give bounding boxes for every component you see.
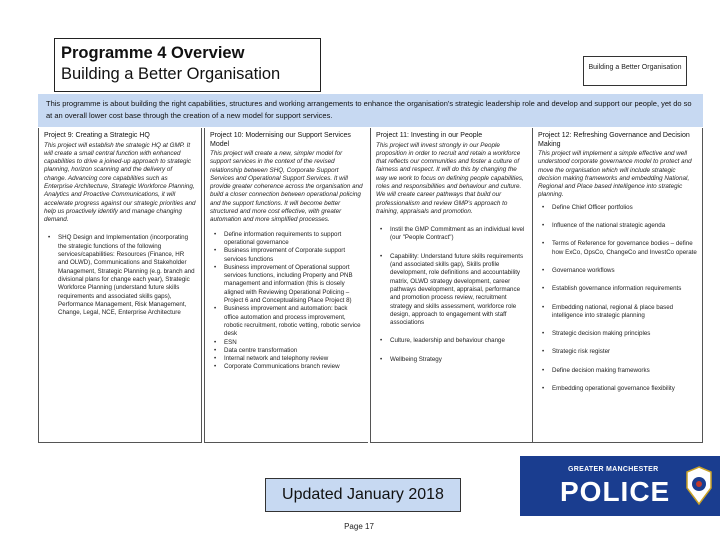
project-11-column <box>370 128 534 443</box>
list-item: • Business improvement of Corporate support services functions <box>210 247 363 264</box>
project-items <box>376 226 529 364</box>
police-logo <box>520 456 720 516</box>
project-description: This project will implement a simple effective and well understood corporate governance model to protect and move the organisation which will include strategic decision making frameworks and embedding National, Regional and Place based intelligence into strategic planning. <box>538 150 692 199</box>
project-10-column <box>204 128 368 443</box>
page-subtitle: Building a Better Organisation <box>61 65 281 83</box>
project-description: This project will invest strongly in our People proposition in order to recruit and retain a workforce that reflects our communities and foster a culture of fairness and respect. It will do this by changing the way we work to focus on defining people capabilities, roles and responsibilities and behaviour and culture. We will create career pathways that build our professionalism and review GMP's approach to training, appraisals and promotion. <box>376 141 524 215</box>
list-item: • Business improvement and automation: back office automation and process improvement, robotic recruitment, robotic vetting, robotic service desk <box>210 305 363 338</box>
logo-main-text: POLICE <box>560 476 671 507</box>
project-title: Project 9: Creating a Strategic HQ <box>44 132 150 139</box>
list-item: • Corporate Communications branch review <box>210 363 363 371</box>
list-item: • Embedding national, regional & place based intelligence into strategic planning <box>538 304 697 321</box>
intro-band: This programme is about building the right capabilities, structures and working arrangements to enhance the organisation's strategic leadership role and develop and support our people, yet do so at an overall lower cost base through the creation of a new model for support services. <box>38 94 703 127</box>
list-item: • Internal network and telephony review <box>210 355 363 363</box>
list-item: • Establish governance information requirements <box>538 285 697 293</box>
project-title: Project 11: Investing in our People <box>376 132 483 139</box>
project-items <box>538 204 697 394</box>
list-item: • Define decision making frameworks <box>538 367 697 375</box>
list-item: • Define Chief Officer portfolios <box>538 204 697 212</box>
project-items <box>210 231 363 372</box>
title-box <box>54 38 321 92</box>
list-item: • Define information requirements to support operational governance <box>210 231 363 248</box>
list-item: • Data centre transformation <box>210 347 363 355</box>
project-9-column <box>38 128 202 443</box>
project-items <box>44 234 196 317</box>
list-item: • Strategic decision making principles <box>538 330 697 338</box>
list-item: • Instil the GMP Commitment as an individual level (our "People Contract") <box>376 226 529 243</box>
page-title: Programme 4 Overview <box>61 44 245 62</box>
list-item: • Governance workflows <box>538 267 697 275</box>
list-item: • Strategic risk register <box>538 348 697 356</box>
list-item: • Influence of the national strategic agenda <box>538 222 697 230</box>
list-item: • Culture, leadership and behaviour change <box>376 337 529 345</box>
project-description: This project will establish the strategic HQ at GMP. It will create a small central function with enhanced capabilities to drive a joined-up approach to strategic planning, horizon scanning and the delivery of change. Advancing core capabilities such as Enterprise Architecture, Strategic Workforce Planning, Analytics and Proactive Communications, it will accelerate progress against our strategic priorities and help us proactively identify and manage changing demand. <box>44 141 196 224</box>
police-crest-icon <box>684 466 714 506</box>
project-description: This project will create a new, simpler model for support services in the context of the revised relationship between SHQ, Corporate Support Services and Operational Support Services. It will provide greater coherence across the organisation and build a closer connection between operational policing and the support functions. It will become better structured and more cost effective, with greater automation and more simplified processes. <box>210 150 363 224</box>
list-item: • Terms of Reference for governance bodies – define how ExCo, OpsCo, ChangeCo and InvestCo operate <box>538 240 697 257</box>
updated-date-box: Updated January 2018 <box>265 478 461 512</box>
list-item: • Embedding operational governance flexibility <box>538 385 697 393</box>
programme-badge: Building a Better Organisation <box>583 56 687 86</box>
page-number: Page 17 <box>344 522 374 531</box>
logo-region-text: GREATER MANCHESTER <box>568 466 659 473</box>
list-item: • SHQ Design and Implementation (incorporating the strategic functions of the following services/capabilities: Resources (Finance, HR and OLWD), Communications and Stakeholder Management, Strategic Planning (e.g. branch and divisional plans for change each year), Strategic Workforce Planning (understand future skills requirements and associated skills gaps), Performance Management, Risk Management, Change, Legal, NCE, Enterprise Architecture <box>44 234 196 317</box>
project-12-column <box>532 128 703 443</box>
project-title: Project 10: Modernising our Support Services Model <box>210 132 351 148</box>
list-item: • Business improvement of Operational support services functions, including Property and PNB management and information (this is closely aligned with Reviewing Operational Policing – Project 6 and Conceptualising Place Project 8) <box>210 264 363 305</box>
project-title: Project 12: Refreshing Governance and Decision Making <box>538 132 690 148</box>
list-item: • ESN <box>210 339 363 347</box>
list-item: • Capability: Understand future skills requirements (and associated skills gap), Skills profile development, role definitions and accountability matrix, OLWD strategy development, career pathways development, appraisal, performance and promotion process review, recruitment strategy and skills assessment, workforce role design, approach to engagement with staff associations <box>376 253 529 328</box>
list-item: • Wellbeing Strategy <box>376 356 529 364</box>
